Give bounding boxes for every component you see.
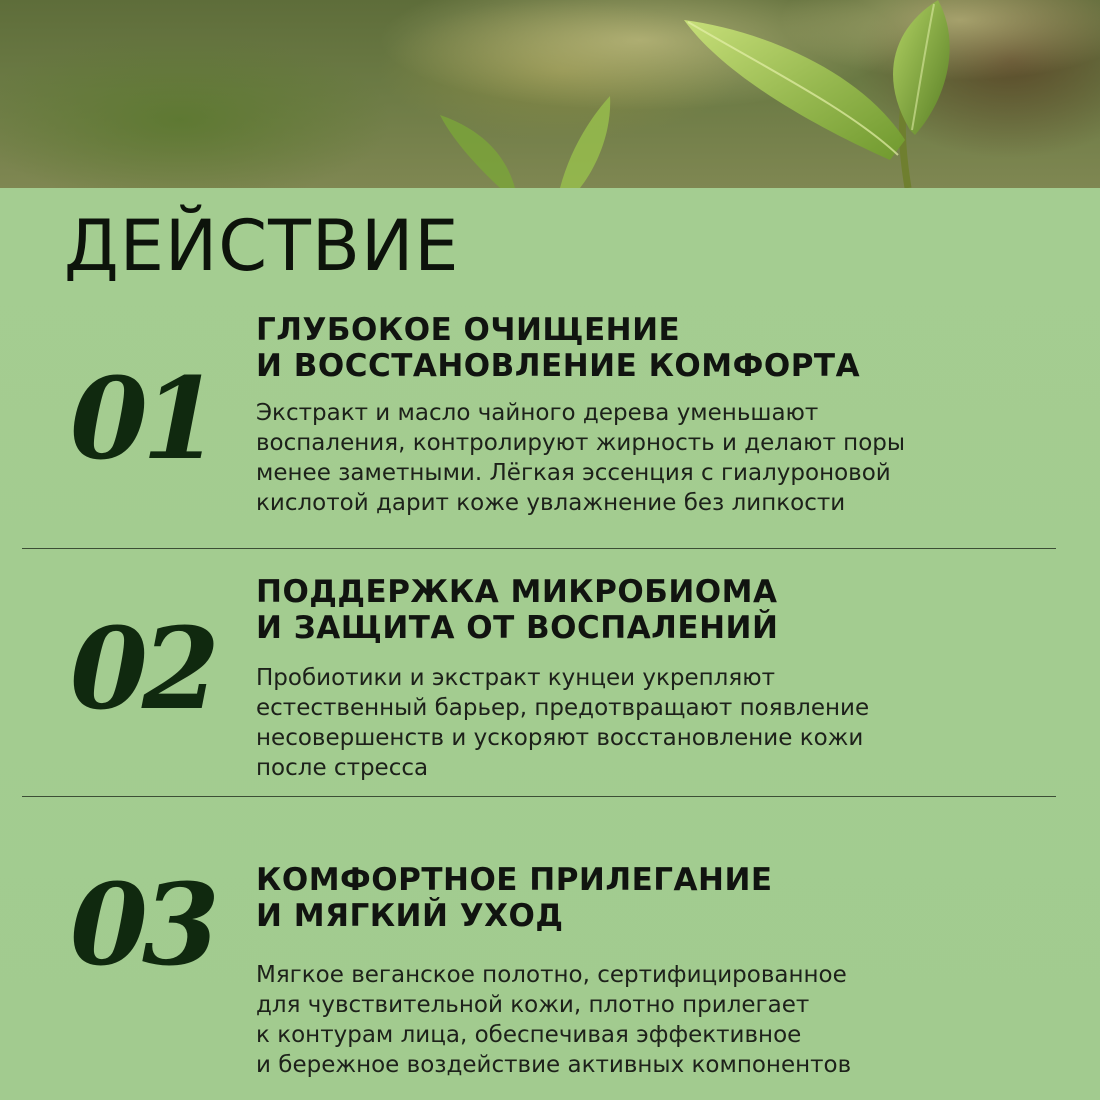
section-body	[256, 398, 1076, 518]
section-number: 01	[70, 354, 214, 485]
section-heading-line: И МЯГКИЙ УХОД	[256, 898, 564, 934]
section-heading-line: ПОДДЕРЖКА МИКРОБИОМА	[256, 574, 778, 610]
section-body-line: естественный барьер, предотвращают появление	[256, 695, 870, 721]
section-body-line: после стресса	[256, 755, 429, 781]
hero-image	[0, 0, 1100, 188]
section-heading	[256, 574, 778, 646]
section-number: 03	[70, 860, 214, 991]
section-divider	[22, 796, 1056, 797]
section-body-line: кислотой дарит коже увлажнение без липкости	[256, 490, 846, 516]
tea-leaves-illustration	[0, 0, 1100, 188]
section-body-line: к контурам лица, обеспечивая эффективное	[256, 1022, 802, 1048]
section-number: 02	[70, 604, 214, 735]
section-heading-line: И ВОССТАНОВЛЕНИЕ КОМФОРТА	[256, 348, 861, 384]
section-heading	[256, 862, 773, 934]
section-heading-line: И ЗАЩИТА ОТ ВОСПАЛЕНИЙ	[256, 610, 779, 646]
page-title: ДЕЙСТВИЕ	[64, 205, 460, 287]
section-heading-line: ГЛУБОКОЕ ОЧИЩЕНИЕ	[256, 312, 681, 348]
section-body-line: Экстракт и масло чайного дерева уменьшают	[256, 400, 819, 426]
section-heading	[256, 312, 860, 384]
section-body	[256, 960, 1076, 1080]
section-divider	[22, 548, 1056, 549]
section-body-line: несовершенств и ускоряют восстановление кожи	[256, 725, 864, 751]
section-body-line: для чувствительной кожи, плотно прилегает	[256, 992, 810, 1018]
section-body-line: Мягкое веганское полотно, сертифицированное	[256, 962, 847, 988]
section-body-line: и бережное воздействие активных компонентов	[256, 1052, 852, 1078]
section-body	[256, 663, 1076, 783]
section-body-line: воспаления, контролируют жирность и делают поры	[256, 430, 906, 456]
section-body-line: менее заметными. Лёгкая эссенция с гиалуроновой	[256, 460, 891, 486]
section-body-line: Пробиотики и экстракт кунцеи укрепляют	[256, 665, 775, 691]
section-heading-line: КОМФОРТНОЕ ПРИЛЕГАНИЕ	[256, 862, 773, 898]
